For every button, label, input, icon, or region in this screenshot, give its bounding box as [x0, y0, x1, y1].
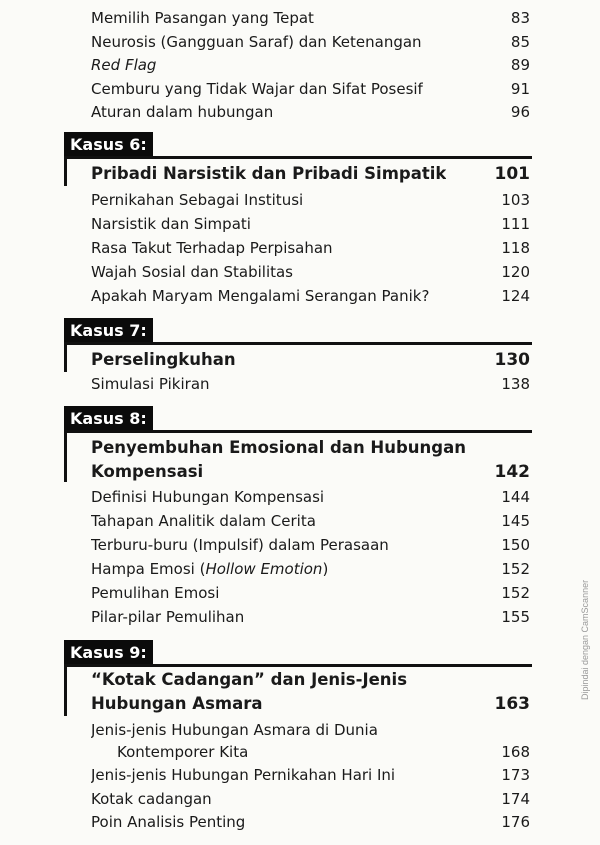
- entry-page: 124: [501, 287, 530, 305]
- entry-title: Aturan dalam hubungan: [91, 103, 274, 121]
- kasus-label: Kasus 8:: [64, 406, 153, 432]
- toc-entry: [91, 32, 530, 52]
- chapter-heading: [91, 462, 530, 482]
- section-vline: [64, 156, 67, 186]
- chapter-page: 142: [494, 462, 530, 482]
- toc-entry: [91, 511, 530, 531]
- entry-title: Memilih Pasangan yang Tepat: [91, 9, 314, 27]
- entry-title: Kotak cadangan: [91, 790, 212, 808]
- entry-page: 118: [501, 239, 530, 257]
- entry-title: Definisi Hubungan Kompensasi: [91, 488, 325, 506]
- toc-entry: [91, 789, 530, 809]
- entry-page: 152: [501, 560, 530, 578]
- toc-entry: [91, 607, 530, 627]
- toc-entry: [91, 55, 530, 75]
- toc-entry: [91, 79, 530, 99]
- entry-title: Narsistik dan Simpati: [91, 215, 251, 233]
- toc-entry: [91, 374, 530, 394]
- entry-title: Neurosis (Gangguan Saraf) dan Ketenangan: [91, 33, 422, 51]
- section-rule: [64, 156, 532, 159]
- entry-title: Wajah Sosial dan Stabilitas: [91, 263, 294, 281]
- entry-title: Red Flag: [91, 56, 157, 74]
- section-vline: [64, 342, 67, 372]
- chapter-heading: [91, 670, 530, 690]
- section-rule: [64, 430, 532, 433]
- entry-page: 120: [501, 263, 530, 281]
- entry-title: Terburu-buru (Impulsif) dalam Perasaan: [91, 536, 389, 554]
- entry-page: 111: [501, 215, 530, 233]
- entry-page: 150: [501, 536, 530, 554]
- entry-title: Jenis-jenis Hubungan Pernikahan Hari Ini: [91, 766, 396, 784]
- chapter-title-line1: Penyembuhan Emosional dan Hubungan: [91, 438, 466, 457]
- toc-entry: [91, 8, 530, 28]
- entry-page: 85: [510, 33, 530, 51]
- entry-page: 176: [501, 813, 530, 831]
- entry-title: Rasa Takut Terhadap Perpisahan: [91, 239, 333, 257]
- entry-title: Cemburu yang Tidak Wajar dan Sifat Posesif: [91, 80, 423, 98]
- section-vline: [64, 664, 67, 716]
- chapter-page: 163: [494, 694, 530, 714]
- entry-title: Tahapan Analitik dalam Cerita: [91, 512, 316, 530]
- chapter-title-line1: “Kotak Cadangan” dan Jenis-Jenis: [91, 670, 408, 689]
- entry-page: 173: [501, 766, 530, 784]
- toc-entry: [91, 742, 530, 762]
- entry-page: 145: [501, 512, 530, 530]
- toc-entry: [91, 559, 530, 579]
- toc-entry: [91, 812, 530, 832]
- entry-page: 91: [510, 80, 530, 98]
- entry-page: 152: [501, 584, 530, 602]
- entry-page: 144: [501, 488, 530, 506]
- entry-page: 138: [501, 375, 530, 393]
- toc-entry: [91, 535, 530, 555]
- entry-page: 103: [501, 191, 530, 209]
- entry-page: 174: [501, 790, 530, 808]
- entry-page: 168: [501, 743, 530, 761]
- entry-title-line2: Kontemporer Kita: [117, 743, 249, 761]
- entry-title: Apakah Maryam Mengalami Serangan Panik?: [91, 287, 430, 305]
- chapter-page: 130: [494, 350, 530, 370]
- chapter-heading: [91, 694, 530, 714]
- kasus-label: Kasus 9:: [64, 640, 153, 666]
- toc-entry: [91, 286, 530, 306]
- toc-entry: [91, 238, 530, 258]
- toc-entry: [91, 720, 530, 740]
- chapter-title-line2: Kompensasi: [91, 462, 204, 481]
- entry-title: Hampa Emosi (Hollow Emotion): [91, 560, 329, 578]
- toc-entry: [91, 262, 530, 282]
- section-vline: [64, 430, 67, 482]
- entry-title: Poin Analisis Penting: [91, 813, 246, 831]
- chapter-page: 101: [494, 164, 530, 184]
- entry-page: 83: [510, 9, 530, 27]
- chapter-heading: [91, 438, 530, 458]
- toc-entry: [91, 102, 530, 122]
- kasus-label: Kasus 7:: [64, 318, 153, 344]
- chapter-title: Perselingkuhan: [91, 350, 236, 369]
- entry-page: 96: [510, 103, 530, 121]
- toc-entry: [91, 214, 530, 234]
- toc-entry: [91, 487, 530, 507]
- entry-title: Pilar-pilar Pemulihan: [91, 608, 245, 626]
- chapter-heading: [91, 164, 530, 184]
- chapter-heading: [91, 350, 530, 370]
- entry-page: 89: [510, 56, 530, 74]
- section-rule: [64, 664, 532, 667]
- toc-entry: [91, 583, 530, 603]
- section-rule: [64, 342, 532, 345]
- entry-page: 155: [501, 608, 530, 626]
- kasus-label: Kasus 6:: [64, 132, 153, 158]
- entry-title-line1: Jenis-jenis Hubungan Asmara di Dunia: [91, 721, 378, 739]
- scanner-watermark: Dipindai dengan CamScanner: [580, 579, 590, 700]
- entry-title: Simulasi Pikiran: [91, 375, 210, 393]
- entry-title: Pemulihan Emosi: [91, 584, 220, 602]
- toc-entry: [91, 190, 530, 210]
- chapter-title-line2: Hubungan Asmara: [91, 694, 263, 713]
- chapter-title: Pribadi Narsistik dan Pribadi Simpatik: [91, 164, 447, 183]
- toc-entry: [91, 765, 530, 785]
- entry-title: Pernikahan Sebagai Institusi: [91, 191, 304, 209]
